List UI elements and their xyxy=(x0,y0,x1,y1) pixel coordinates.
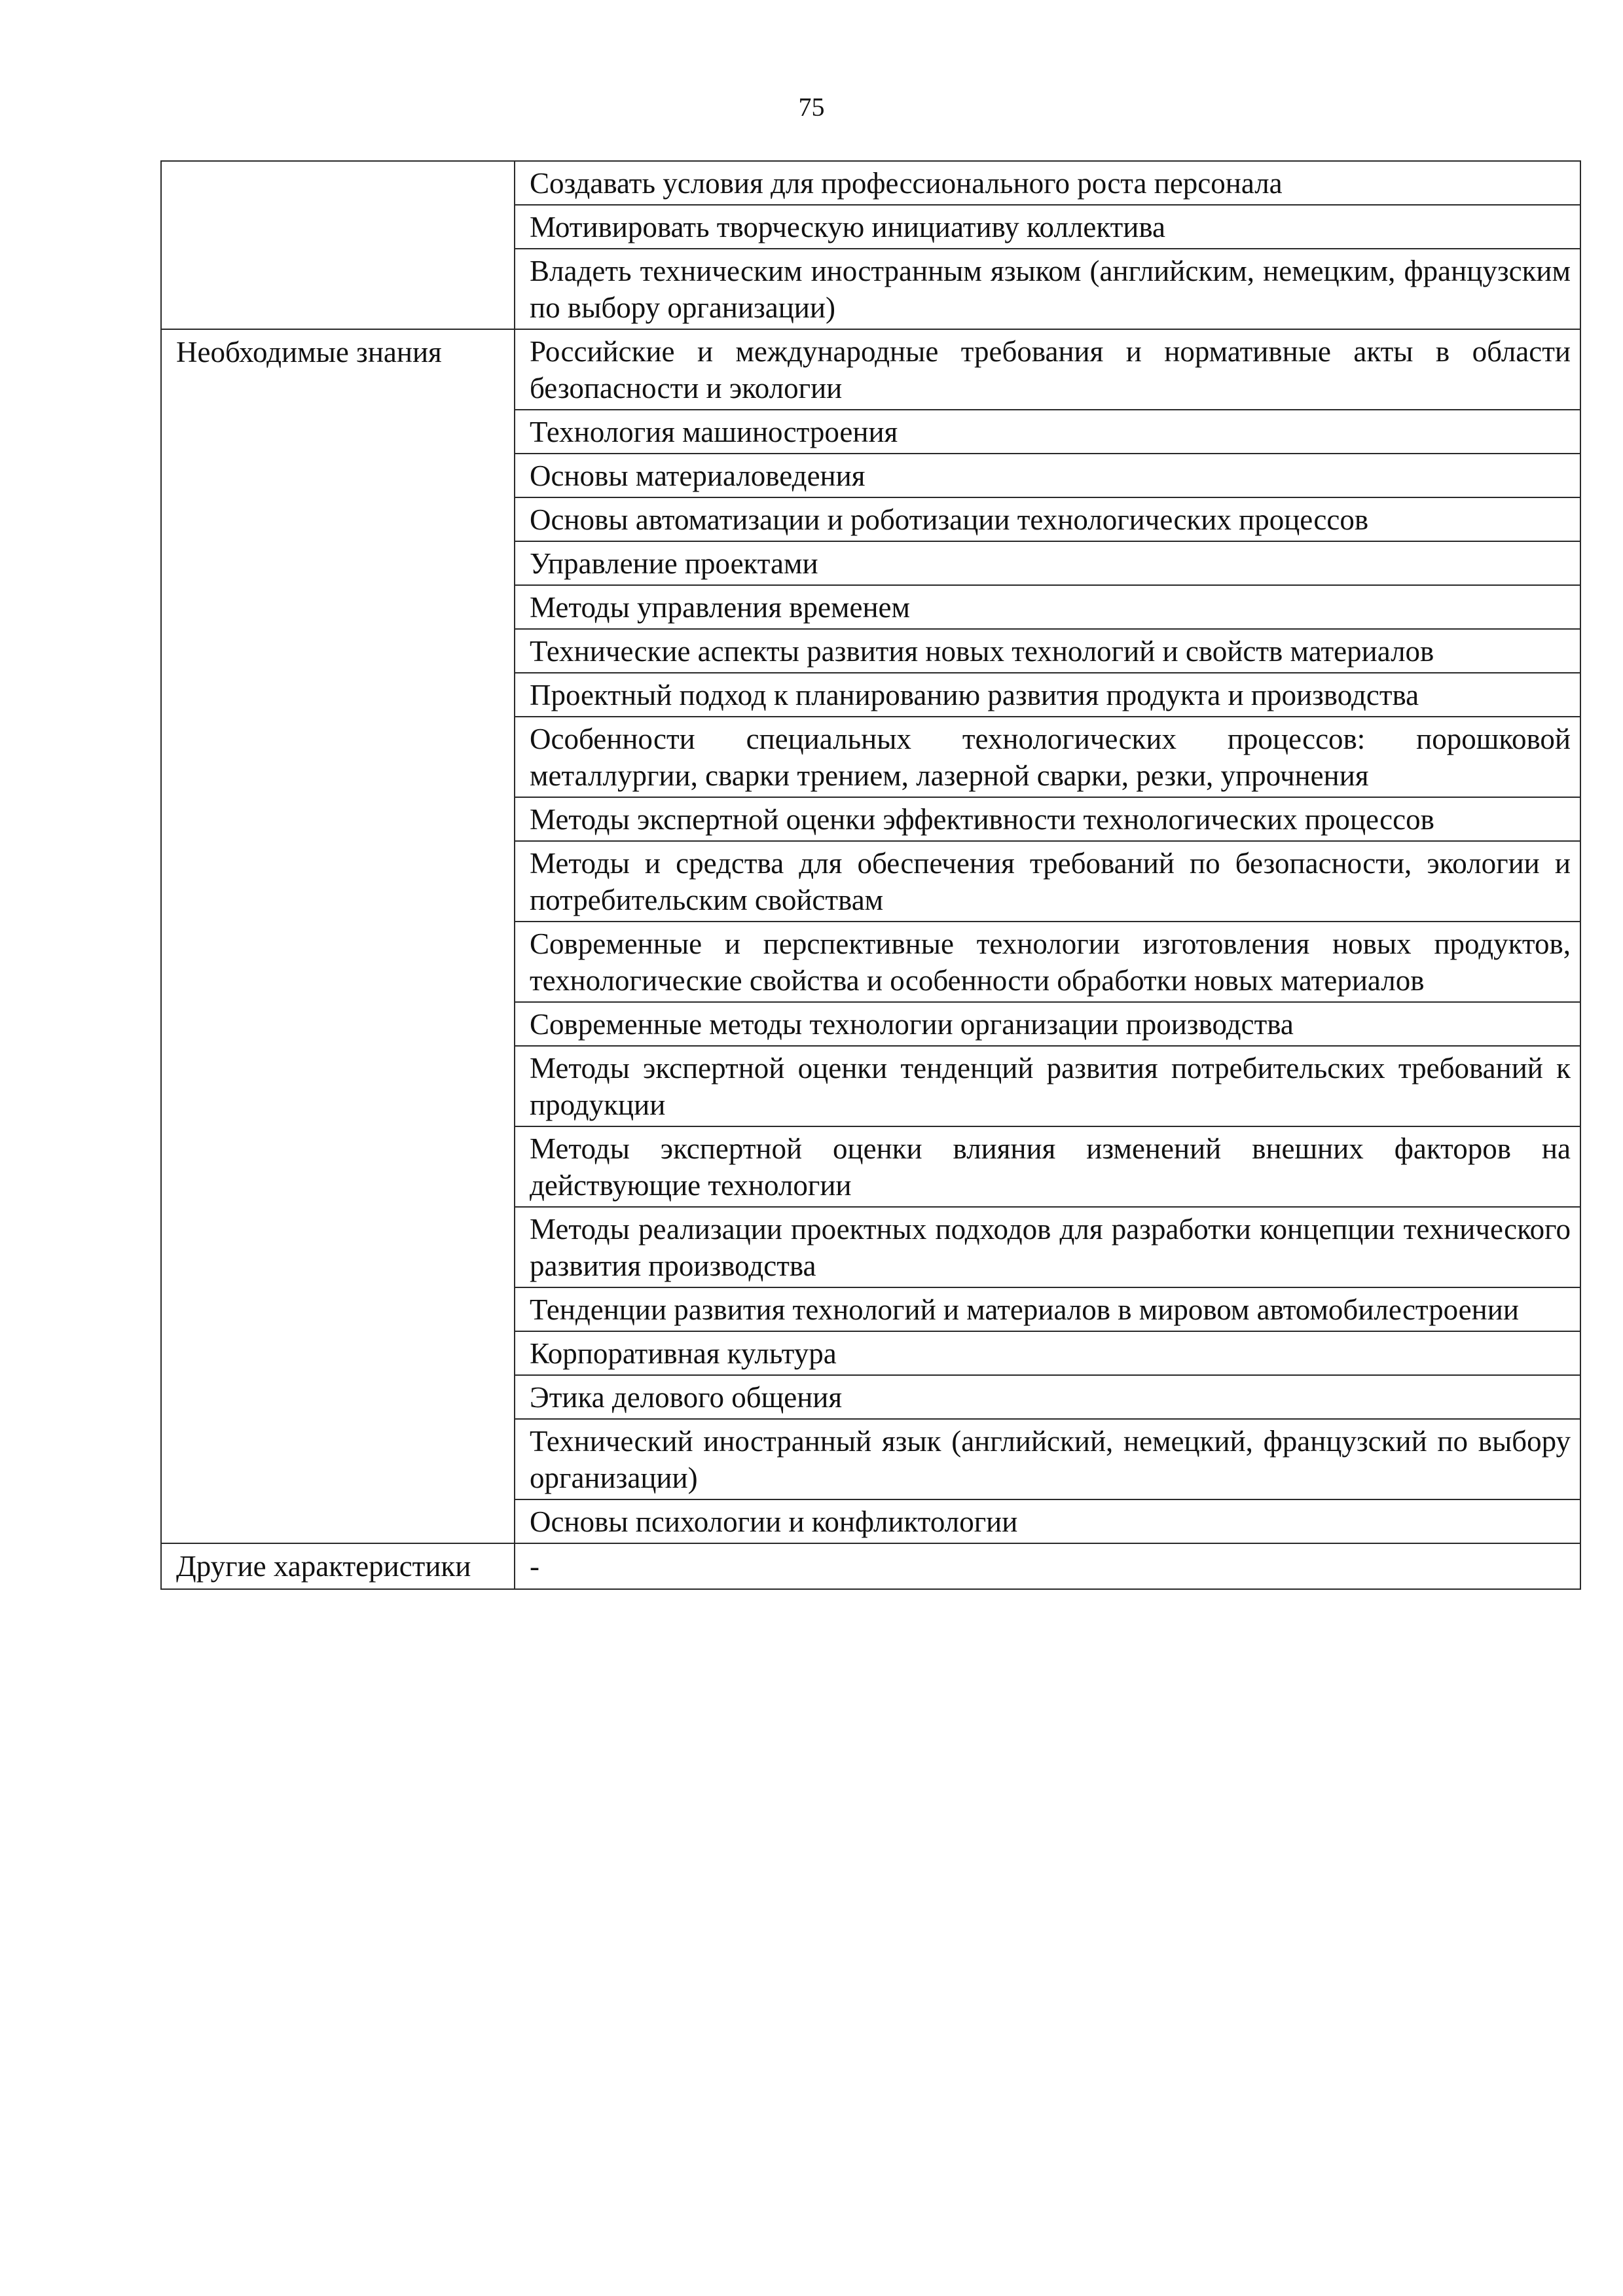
list-item: Проектный подход к планированию развития продукта и производства xyxy=(515,673,1580,717)
skills-list xyxy=(515,161,1580,329)
list-item: Технический иностранный язык (английский, немецкий, французский по выбору организации) xyxy=(515,1420,1580,1500)
list-item: Российские и международные требования и нормативные акты в области безопасности и экологии xyxy=(515,330,1580,410)
list-item: Методы реализации проектных подходов для разработки концепции технического развития производства xyxy=(515,1208,1580,1288)
list-item: Методы экспертной оценки влияния изменений внешних факторов на действующие технологии xyxy=(515,1127,1580,1208)
list-item: Создавать условия для профессионального роста персонала xyxy=(515,162,1580,206)
other-value-cell xyxy=(515,1543,1580,1589)
row-label-other: Другие характеристики xyxy=(161,1543,515,1589)
list-item: Корпоративная культура xyxy=(515,1332,1580,1376)
other-value: - xyxy=(530,1550,539,1583)
list-item: Современные и перспективные технологии изготовления новых продуктов, технологические свойства и особенности обработки новых материалов xyxy=(515,922,1580,1003)
row-label-empty xyxy=(161,161,515,329)
list-item: Мотивировать творческую инициативу коллектива xyxy=(515,206,1580,249)
knowledge-list xyxy=(515,329,1580,1543)
list-item: Методы и средства для обеспечения требований по безопасности, экологии и потребительским свойствам xyxy=(515,842,1580,922)
table-row-knowledge xyxy=(161,329,1580,1543)
list-item: Владеть техническим иностранным языком (английским, немецким, французским по выбору организации) xyxy=(530,255,1571,324)
list-item: Технология машиностроения xyxy=(515,410,1580,454)
list-item: Методы управления временем xyxy=(515,586,1580,630)
list-item: Управление проектами xyxy=(515,542,1580,586)
list-item: Современные методы технологии организации производства xyxy=(515,1003,1580,1047)
row-label-knowledge: Необходимые знания xyxy=(161,329,515,1543)
requirements-table xyxy=(160,160,1581,1590)
list-item: Основы автоматизации и роботизации технологических процессов xyxy=(515,498,1580,542)
list-item: Методы экспертной оценки тенденций развития потребительских требований к продукции xyxy=(515,1047,1580,1127)
list-item: Основы материаловедения xyxy=(515,454,1580,498)
table-row-other xyxy=(161,1543,1580,1589)
list-item: Особенности специальных технологических процессов: порошковой металлургии, сварки трением, лазерной сварки, резки, упрочнения xyxy=(515,717,1580,798)
list-item: Этика делового общения xyxy=(515,1376,1580,1420)
list-item: Основы психологии и конфликтологии xyxy=(530,1505,1018,1538)
page-number: 75 xyxy=(798,92,825,122)
list-item: Методы экспертной оценки эффективности технологических процессов xyxy=(515,798,1580,842)
table-row-skills-continued xyxy=(161,161,1580,329)
list-item: Тенденции развития технологий и материалов в мировом автомобилестроении xyxy=(515,1288,1580,1332)
list-item: Технические аспекты развития новых технологий и свойств материалов xyxy=(515,630,1580,673)
